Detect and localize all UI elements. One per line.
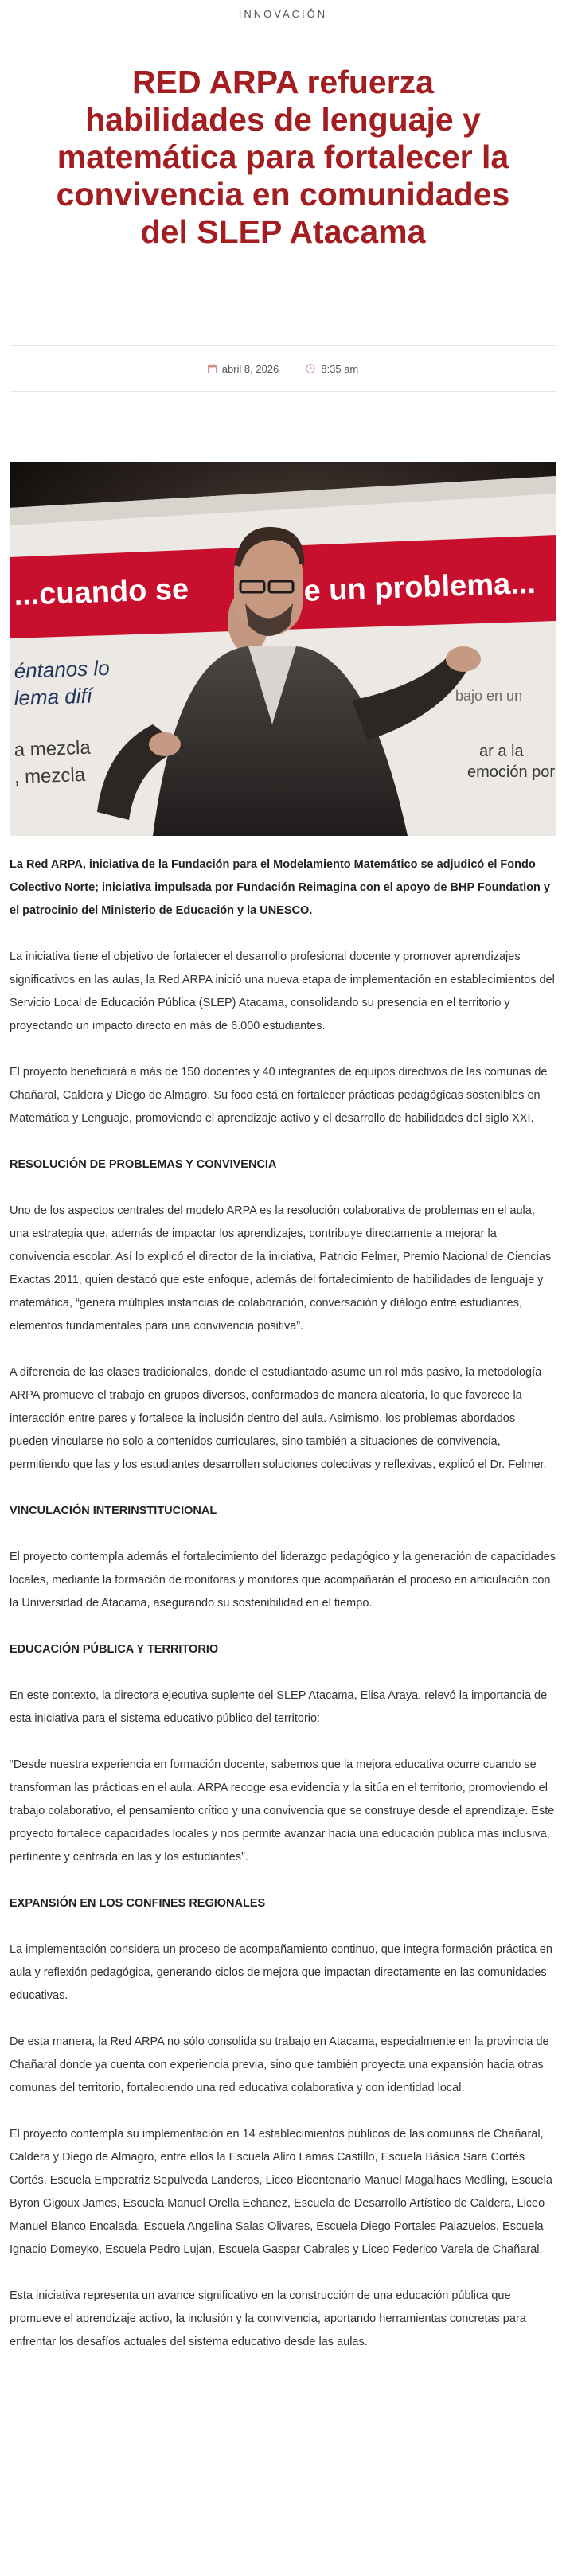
meta-date [208,363,279,375]
slide-text-3: lema difí [14,683,93,710]
article-paragraph: El proyecto contempla su implementación en 14 establecimientos públicos de las comunas de Chañaral, Caldera y Diego de Almagro, entre ellos la Escuela Aliro Lamas Castillo, Escuela Básica Sara Cortés Cortés, Escuela Emperatriz Sepulveda Landeros, Liceo Bicentenario Manuel Magalhaes Medling, Escuela Byron Gigoux James, Escuela Manuel Orella Echanez, Escuela de Desarrollo Artístico de Caldera, Liceo Manuel Blanco Encalada, Escuela Angelina Salas Olivares, Escuela Diego Portales Palazuelos, Escuela Ignacio Domeyko, Escuela Pedro Lujan, Escuela Gaspar Cabrales y Liceo Federico Varela de Chañaral. [10,2128,552,2256]
article-meta [10,345,556,392]
article-paragraph: El proyecto contempla además el fortalecimiento del liderazgo pedagógico y la generación de capacidades locales, mediante la formación de monitoras y monitores que acompañarán el proceso en articulación con la Universidad de Atacama, asegurando su sostenibilidad en el tiempo. [10,1551,556,1610]
article-paragraph: De esta manera, la Red ARPA no sólo consolida su trabajo en Atacama, especialmente en la provincia de Chañaral donde ya cuenta con experiencia previa, sino que también proyecta una expansión hacia otras comunas del territorio, fortaleciendo una red educativa colaborativa y con identidad local. [10,2035,549,2094]
section-heading: VINCULACIÓN INTERINSTITUCIONAL [10,1505,217,1517]
article-body [10,836,556,2354]
article-paragraph: La implementación considera un proceso de acompañamiento continuo, que integra formación práctica en aula y reflexión pedagógica, generando ciclos de mejora que impactan directamente en las comunidades educativas. [10,1943,552,2002]
slide-text-5: , mezcla [14,763,86,788]
clock-icon [306,364,315,373]
category-label[interactable]: INNOVACIÓN [238,8,328,20]
section-heading: RESOLUCIÓN DE PROBLEMAS Y CONVIVENCIA [10,1158,277,1171]
article-lead: La Red ARPA, iniciativa de la Fundación para el Modelamiento Matemático se adjudicó el Fondo Colectivo Norte; iniciativa impulsada por Fundación Reimagina con el apoyo de BHP Foundation y el patrocinio del Ministerio de Educación y la UNESCO. [10,858,550,917]
slide-right-1: ar a la [479,743,524,760]
meta-time [306,363,358,375]
article-paragraph: El proyecto beneficiará a más de 150 docentes y 40 integrantes de equipos directivos de las comunas de Chañaral, Caldera y Diego de Almagro. Su foco está en fortalecer prácticas pedagógicas sostenibles en Matemática y Lenguaje, promoviendo el aprendizaje activo y el desarrollo de habilidades del siglo XXI. [10,1066,548,1125]
calendar-icon [208,364,217,373]
publish-time: 8:35 am [321,362,359,375]
article-paragraph: En este contexto, la directora ejecutiva suplente del SLEP Atacama, Elisa Araya, relevó la importancia de esta iniciativa para el sistema educativo público del territorio: [10,1689,548,1725]
slide-text-2: éntanos lo [14,655,111,683]
slide-right-3: bajo en un [455,688,523,704]
hero-image [10,462,556,836]
publish-date: abril 8, 2026 [221,362,279,375]
section-heading: EDUCACIÓN PÚBLICA Y TERRITORIO [10,1643,219,1656]
article-headline: RED ARPA refuerza habilidades de lenguaje y matemática para fortalecer la convivencia en comunidades del SLEP Atacama [56,64,510,250]
section-heading: EXPANSIÓN EN LOS CONFINES REGIONALES [10,1897,266,1910]
article-paragraph: Esta iniciativa representa un avance significativo en la construcción de una educación pública que promueve el aprendizaje activo, la inclusión y la convivencia, aportando herramientas concretas para enfrentar los desafíos actuales del sistema educativo desde las aulas. [10,2289,526,2348]
slide-text-1: ...cuando se [13,572,189,612]
slide-text-4: a mezcla [14,736,92,761]
article-paragraph: A diferencia de las clases tradicionales, donde el estudiantado asume un rol más pasivo, la metodología ARPA promueve el trabajo en grupos diversos, conformados de manera aleatoria, lo que favorece la interacción entre pares y fortalece la inclusión dentro del aula. Asimismo, los problemas abordados pueden vincularse no solo a contenidos curriculares, sino también a situaciones de convivencia, permitiendo que las y los estudiantes desarrollen soluciones colectivas y reflexivas, explicó el Dr. Felmer. [10,1366,547,1471]
article-paragraph: Uno de los aspectos centrales del modelo ARPA es la resolución colaborativa de problemas en el aula, una estrategia que, además de impactar los aprendizajes, contribuye directamente a mejorar la convivencia escolar. Así lo explicó el director de la iniciativa, Patricio Felmer, Premio Nacional de Ciencias Exactas 2011, quien destacó que este enfoque, además del fortalecimiento de habilidades de lenguaje y matemática, “genera múltiples instancias de colaboración, conversación y diálogo entre estudiantes, elementos fundamentales para una convivencia positiva”. [10,1204,552,1333]
article-paragraph: La iniciativa tiene el objetivo de fortalecer el desarrollo profesional docente y promover aprendizajes significativos en las aulas, la Red ARPA inició una nueva etapa de implementación en establecimientos del Servicio Local de Educación Pública (SLEP) Atacama, consolidando su presencia en el territorio y proyectando un impacto directo en más de 6.000 estudiantes. [10,950,555,1032]
slide-right-2: emoción por [467,763,556,781]
article-quote: “Desde nuestra experiencia en formación docente, sabemos que la mejora educativa ocurre cuando se transforman las prácticas en el aula. ARPA recoge esa evidencia y la sitúa en el territorio, promoviendo el trabajo colaborativo, el pensamiento crítico y una convivencia que se construye desde el aprendizaje. Este proyecto fortalece capacidades locales y nos permite avanzar hacia una educación pública más inclusiva, pertinente y centrada en las y los estudiantes”. [10,1758,555,1864]
slide-text-1b: e un problema... [303,566,537,608]
hero-image-container [10,392,556,836]
